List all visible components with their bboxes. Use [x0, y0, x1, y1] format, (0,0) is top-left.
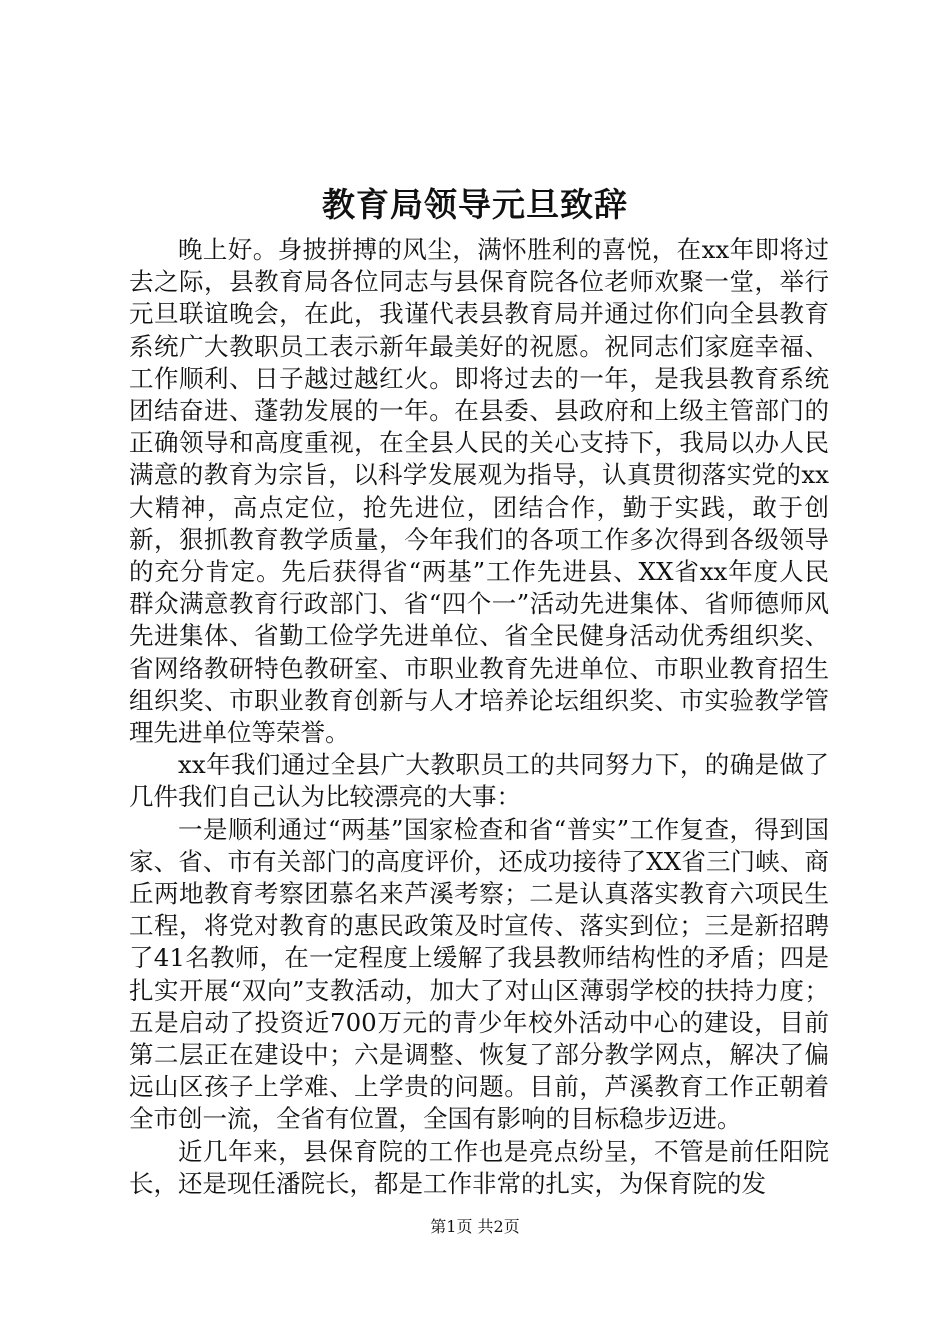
- paragraph-1: 晚上好。身披拼搏的风尘，满怀胜利的喜悦，在xx年即将过去之际，县教育局各位同志与县保育院各位老师欢聚一堂，举行元旦联谊晚会，在此，我谨代表县教育局并通过你们向全县教育系统广大教职员工表示新年最美好的祝愿。祝同志们家庭幸福、工作顺利、日子越过越红火。即将过去的一年，是我县教育系统团结奋进、蓬勃发展的一年。在县委、县政府和上级主管部门的正确领导和高度重视，在全县人民的关心支持下，我局以办人民满意的教育为宗旨，以科学发展观为指导，认真贯彻落实党的xx大精神，高点定位，抢先进位，团结合作，勤于实践，敢于创新，狠抓教育教学质量，今年我们的各项工作多次得到各级领导的充分肯定。先后获得省“两基”工作先进县、XX省xx年度人民群众满意教育行政部门、省“四个一”活动先进集体、省师德师风先进集体、省勤工俭学先进单位、省全民健身活动优秀组织奖、省网络教研特色教研室、市职业教育先进单位、市职业教育招生组织奖、市职业教育创新与人才培养论坛组织奖、市实验教学管理先进单位等荣誉。: [129, 235, 829, 748]
- page-footer: 第1页 共2页: [430, 1217, 520, 1236]
- document-body: [129, 234, 829, 1200]
- paragraph-3: 一是顺利通过“两基”国家检查和省“普实”工作复查，得到国家、省、市有关部门的高度评价，还成功接待了XX省三门峡、商丘两地教育考察团慕名来芦溪考察；二是认真落实教育六项民生工程，将党对教育的惠民政策及时宣传、落实到位；三是新招聘了41名教师，在一定程度上缓解了我县教师结构性的矛盾；四是扎实开展“双向”支教活动，加大了对山区薄弱学校的扶持力度；五是启动了投资近700万元的青少年校外活动中心的建设，目前第二层正在建设中；六是调整、恢复了部分教学网点，解决了偏远山区孩子上学难、上学贵的问题。目前，芦溪教育工作正朝着全市创一流，全省有位置，全国有影响的目标稳步迈进。: [129, 814, 829, 1134]
- document-title: 教育局领导元旦致辞: [322, 185, 628, 224]
- paragraph-2: xx年我们通过全县广大教职员工的共同努力下，的确是做了几件我们自己认为比较漂亮的大事：: [129, 750, 829, 812]
- paragraph-4: 近几年来，县保育院的工作也是亮点纷呈，不管是前任阳院长，还是现任潘院长，都是工作非常的扎实，为保育院的发: [129, 1136, 829, 1198]
